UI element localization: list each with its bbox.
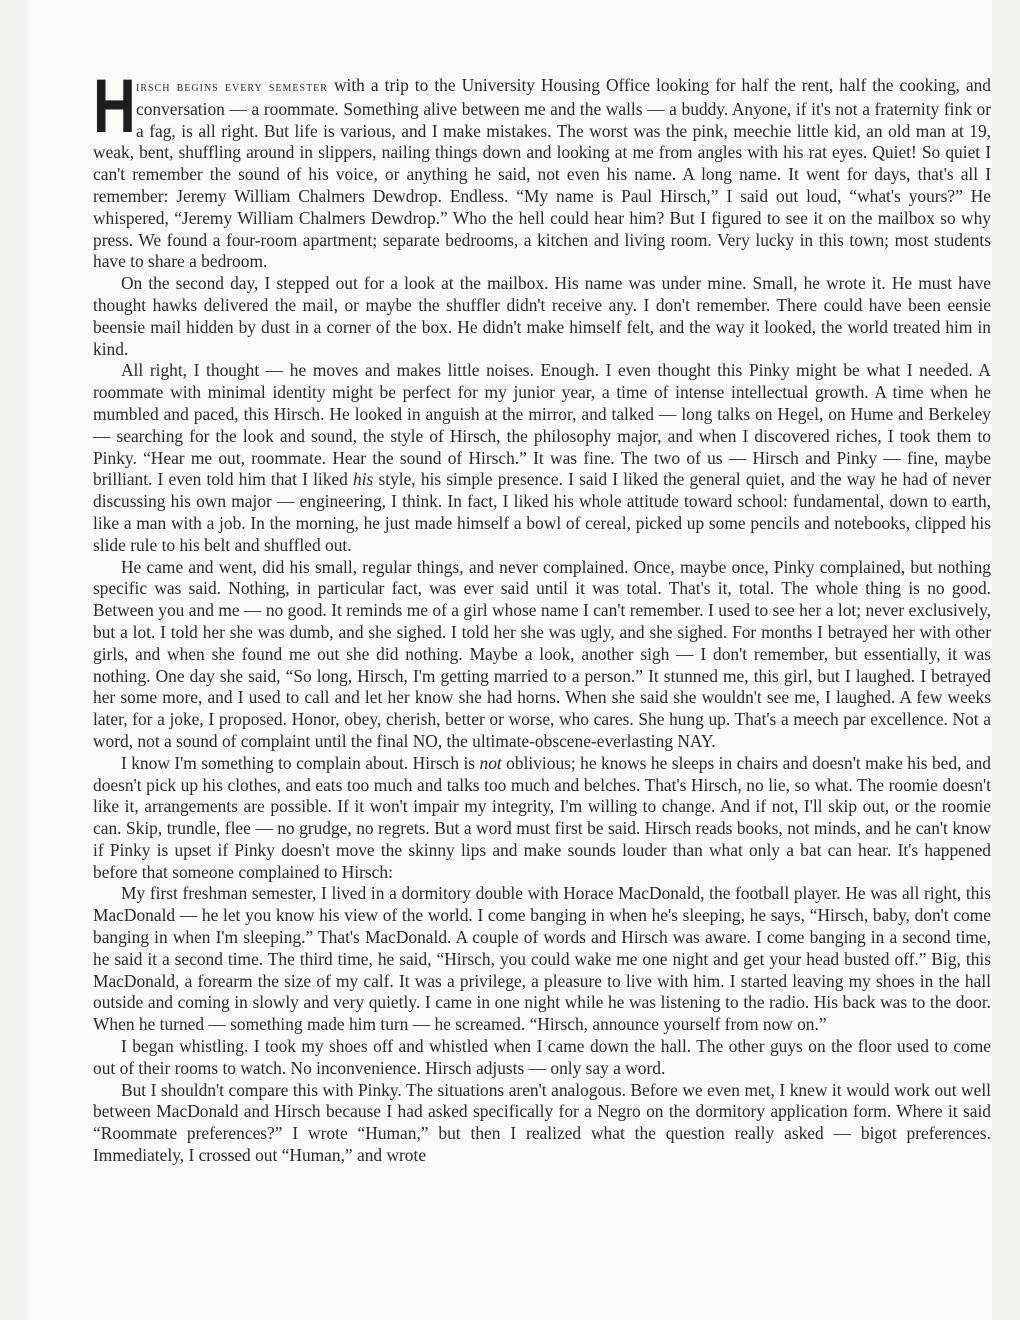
emphasis-his: his <box>353 469 374 490</box>
paragraph-5-text: I know I'm something to complain about. Hirsch is <box>121 752 480 773</box>
paragraph-6: My first freshman semester, I lived in a dormitory double with Horace MacDonald, the football player. He was all right, this MacDonald — he let you know his view of the world. I come banging in when he's sleeping, he says, “Hirsch, baby, don't come banging in when I'm sleeping.” That's MacDonald. A couple of words and Hirsch was aware. I come banging in a second time, he said it a second time. The third time, he said, “Hirsch, you could wake me one night and get your head busted off.” Big, this MacDonald, a forearm the size of my calf. It was a privilege, a pleasure to live with him. I started leaving my shoes in the hall outside and coming in slowly and very quietly. I came in one night while he was listening to the radio. His back was to the door. When he turned — something made him turn — he screamed. “Hirsch, announce yourself from now on.” <box>93 883 991 1035</box>
emphasis-not: not <box>479 752 502 773</box>
paragraph-5-text-rest: oblivious; he knows he sleeps in chairs and doesn't make his bed, and doesn't pick up his clothes, and eats too much and talks too much and belches. That's Hirsch, no lie, so what. The roomie doesn't like it, arrangements are possible. If it won't impair my integrity, I'm willing to change. And if not, I'll skip out, or the roomie can. Skip, trundle, flee — no grudge, no regrets. But a word must first be said. Hirsch reads books, not minds, and he can't know if Pinky is upset if Pinky doesn't move the skinny lips and make sounds louder than what only a bat can hear. It's happened before that someone complained to Hirsch: <box>93 752 991 882</box>
lead-in: irsch begins every semester <box>136 80 328 95</box>
drop-cap: H <box>93 64 136 149</box>
paragraph-8: But I shouldn't compare this with Pinky. The situations aren't analogous. Before we even met, I knew it would work out well between MacDonald and Hirsch because I had asked specifically for a Negro on the dormitory application form. Where it said “Roommate preferences?” I wrote “Human,” but then I realized what the question really asked — bigot preferences. Immediately, I crossed out “Human,” and wrote <box>93 1079 991 1166</box>
paragraph-5 <box>93 753 991 884</box>
paragraph-1-text: with a trip to the University Housing Office looking for half the rent, half the cooking, and conversation — a roommate. Something alive between me and the walls — a buddy. Anyone, if it's not a fraternity fink or a fag, is all right. But life is various, and I make mistakes. The worst was the pink, meechie little kid, an old man at 19, weak, bent, shuffling around in slippers, nailing things down and looking at me from angles with his rat eyes. Quiet! So quiet I can't remember the sound of his voice, or anything he said, not even his name. A long name. It went for days, that's all I remember: Jeremy William Chalmers Dewdrop. Endless. “My name is Paul Hirsch,” I said out loud, “what's yours?” He whispered, “Jeremy William Chalmers Dewdrop.” Who the hell could hear him? But I figured to see it on the mailbox so why press. We found a four-room apartment; separate bedrooms, a kitchen and living room. Very lucky in this town; most students have to share a bedroom. <box>93 75 991 272</box>
paragraph-1 <box>93 64 991 273</box>
magazine-page <box>28 0 992 1320</box>
paragraph-3-text-rest: style, his simple presence. I said I liked the general quiet, and the way he had of never discussing his own major — engineering, I think. In fact, I liked his whole attitude toward school: fundamental, down to earth, like a man with a job. In the morning, he just made himself a bowl of cereal, picked up some pencils and notebooks, clipped his slide rule to his belt and shuffled out. <box>93 469 991 555</box>
article-body <box>93 64 991 1167</box>
paragraph-3 <box>93 360 991 556</box>
paragraph-2: On the second day, I stepped out for a look at the mailbox. His name was under mine. Small, he wrote it. He must have thought hawks delivered the mail, or maybe the shuffler didn't receive any. I don't remember. There could have been eensie beensie mail hidden by dust in a corner of the box. He didn't make himself felt, and the way it looked, the world treated him in kind. <box>93 273 991 359</box>
paragraph-4: He came and went, did his small, regular things, and never complained. Once, maybe once, Pinky complained, but nothing specific was said. Nothing, in particular fact, was ever said until it was total. That's it, total. The whole thing is no good. Between you and me — no good. It reminds me of a girl whose name I can't remember. I used to see her a lot; never exclusively, but a lot. I told her she was dumb, and she sighed. I told her she was ugly, and she sighed. For months I betrayed her with other girls, and when she found me out she did nothing. Maybe a look, another sigh — I don't remember, but essentially, it was nothing. One day she said, “So long, Hirsch, I'm getting married to a person.” It stunned me, this girl, but I laughed. I betrayed her some more, and I used to call and let her know she had horns. When she said she wouldn't see me, I laughed. A few weeks later, for a joke, I proposed. Honor, obey, cherish, better or worse, who cares. She hung up. That's a meech par excellence. Not a word, not a sound of complaint until the final NO, the ultimate-obscene-everlasting NAY. <box>93 556 991 751</box>
paragraph-3-text: All right, I thought — he moves and makes little noises. Enough. I even thought this Pinky might be what I needed. A roommate with minimal identity might be perfect for my junior year, a time of intense intellectual growth. A time when he mumbled and paced, this Hirsch. He looked in anguish at the mirror, and talked — long talks on Hegel, on Hume and Berkeley — searching for the look and sound, the style of Hirsch, the philosophy major, and when I discovered riches, I took them to Pinky. “Hear me out, roommate. Hear the sound of Hirsch.” It was fine. The two of us — Hirsch and Pinky — fine, maybe brilliant. I even told him that I liked <box>93 360 991 490</box>
paragraph-7: I began whistling. I took my shoes off and whistled when I came down the hall. The other guys on the floor used to come out of their rooms to watch. No inconvenience. Hirsch adjusts — only say a word. <box>93 1036 991 1078</box>
